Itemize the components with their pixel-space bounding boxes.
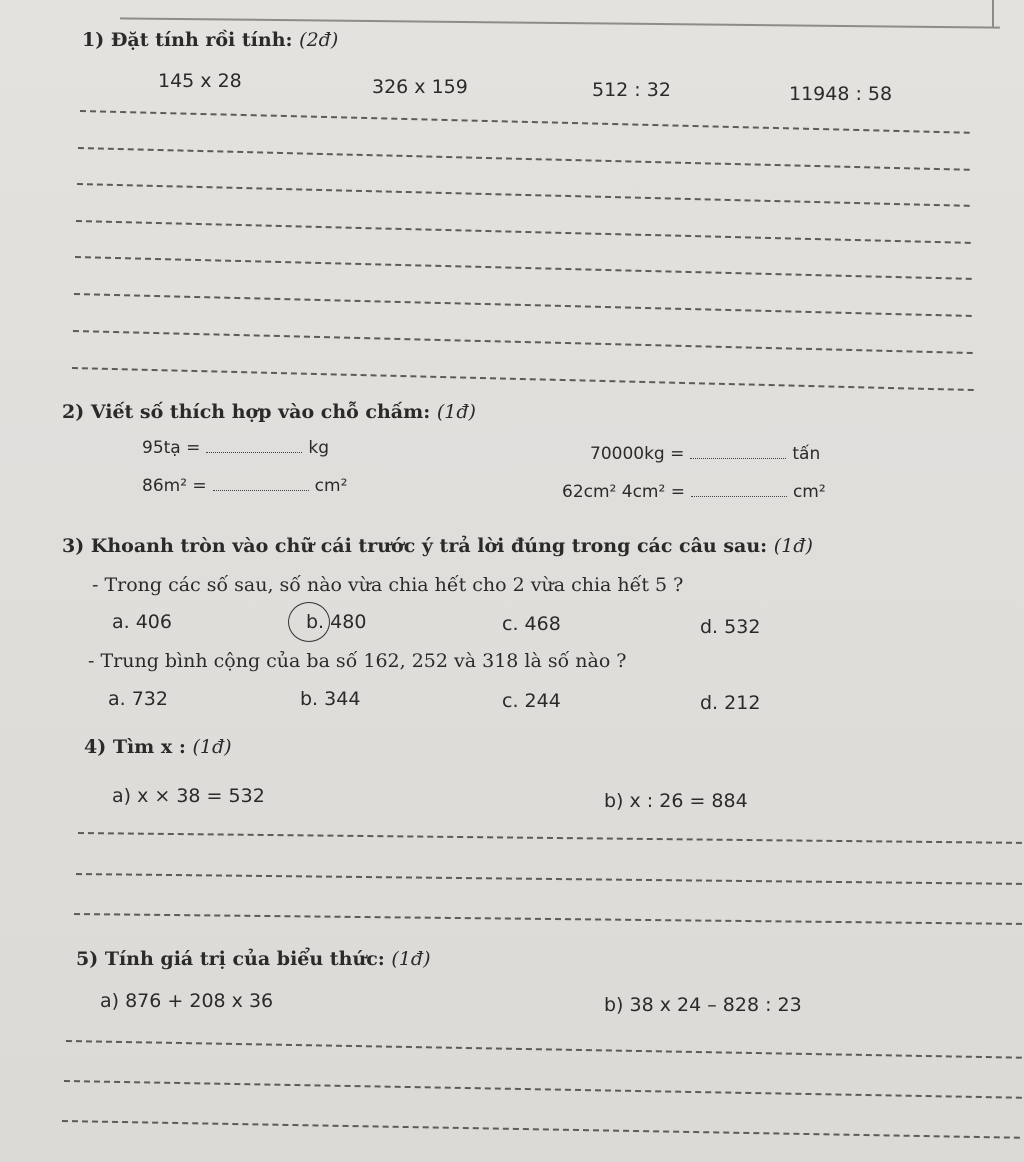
answer-circle-mark <box>288 602 330 642</box>
q3-option: d. 212 <box>700 692 761 714</box>
q2-heading: 2) Viết số thích hợp vào chỗ chấm: (1đ) <box>62 401 476 423</box>
conversion-item: 95tạ = kg <box>142 438 330 458</box>
answer-line <box>74 293 972 317</box>
answer-line <box>73 330 973 354</box>
q1-expression: 326 x 159 <box>372 76 468 98</box>
q3-option-selected: b. 480 <box>306 611 367 633</box>
q1-expression: 145 x 28 <box>158 70 242 92</box>
q3-question: - Trong các số sau, số nào vừa chia hết cho 2 vừa chia hết 5 ? <box>92 574 684 596</box>
q4-part-b: b) x : 26 = 884 <box>604 790 748 812</box>
q4-part-a: a) x × 38 = 532 <box>112 785 265 807</box>
q3-option: c. 468 <box>502 613 561 635</box>
q3-option: c. 244 <box>502 690 561 712</box>
q3-heading: 3) Khoanh tròn vào chữ cái trước ý trả lời đúng trong các câu sau: (1đ) <box>62 535 813 557</box>
q3-option: a. 732 <box>108 688 168 710</box>
q1-heading: 1) Đặt tính rồi tính: (2đ) <box>82 29 339 51</box>
answer-line <box>75 256 972 280</box>
q5-part-a: a) 876 + 208 x 36 <box>100 990 274 1012</box>
answer-line <box>72 367 974 391</box>
conversion-item: 86m² = cm² <box>142 476 348 496</box>
q3-option: a. 406 <box>112 611 172 633</box>
q3-option: d. 532 <box>700 616 761 638</box>
answer-line <box>74 913 1022 925</box>
q5-heading: 5) Tính giá trị của biểu thức: (1đ) <box>76 948 431 970</box>
answer-line <box>64 1080 1022 1099</box>
conversion-item: 70000kg = tấn <box>590 444 821 464</box>
q4-heading: 4) Tìm x : (1đ) <box>84 736 232 758</box>
answer-line <box>78 832 1022 844</box>
answer-line <box>78 147 970 171</box>
answer-line <box>66 1040 1022 1059</box>
conversion-item: 62cm² 4cm² = cm² <box>562 482 826 502</box>
q5-part-b: b) 38 x 24 – 828 : 23 <box>604 994 802 1016</box>
answer-line <box>76 873 1022 885</box>
answer-line <box>62 1120 1020 1139</box>
q1-expression: 11948 : 58 <box>789 83 893 105</box>
q3-option: b. 344 <box>300 688 361 710</box>
answer-line <box>80 110 970 134</box>
answer-line <box>77 183 970 207</box>
paper-edge-right <box>992 0 994 28</box>
paper-edge <box>120 0 1000 29</box>
answer-line <box>76 220 971 244</box>
q3-question: - Trung bình cộng của ba số 162, 252 và 318 là số nào ? <box>88 650 627 672</box>
q1-expression: 512 : 32 <box>592 79 671 101</box>
